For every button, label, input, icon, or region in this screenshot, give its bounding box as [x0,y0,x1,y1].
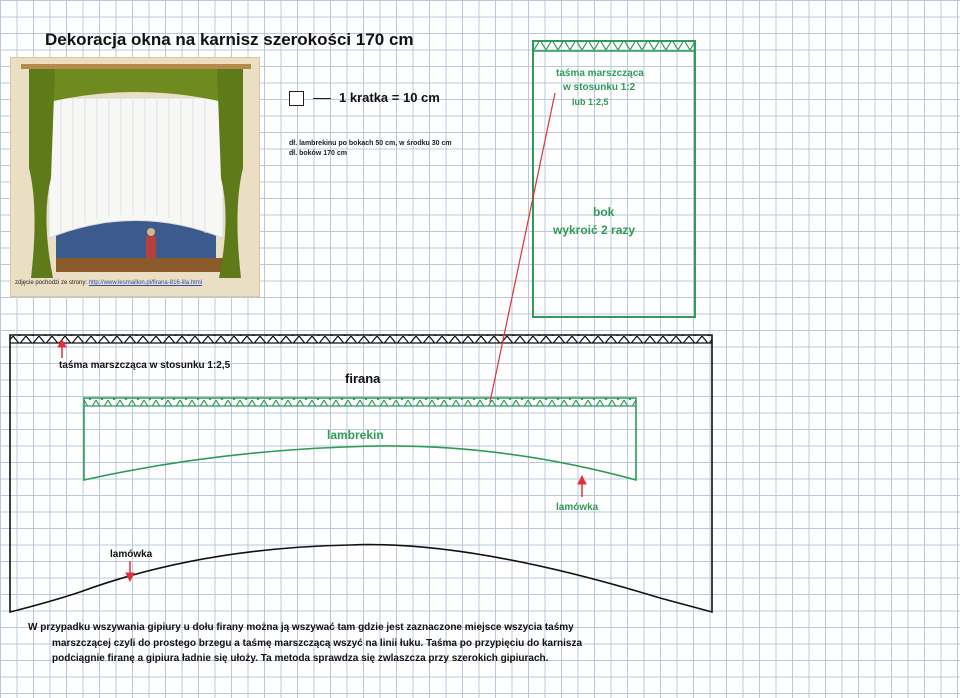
side-panel-cut-note: wykroić 2 razy [553,223,636,237]
legend-scale: 1 kratka = 10 cm [339,90,440,105]
side-tape-label: taśma marszcząca [556,68,644,79]
photo-caption: zdjęcie pochodzi ze strony: [15,280,88,286]
red-arrow-icon [126,561,134,581]
valance-tape [84,398,636,406]
main-tape-label: taśma marszcząca w stosunku 1:2,5 [59,360,231,371]
side-panel-tape [533,41,695,51]
page-title: Dekoracja okna na karnisz szerokości 170 cm [45,30,414,49]
side-panel-name: bok [593,205,615,219]
main-hem-label: lamówka [110,549,153,560]
connector-line [490,93,555,402]
valance-hem-label: lamówka [556,502,599,513]
valance-name: lambrekin [327,428,384,442]
photo-source-link[interactable]: http://www.lesmaillon.pl/firana-816-lila.html [88,280,203,286]
note-valance-length: dł. lambrekinu po bokach 50 cm, w środku 30 cm [289,140,452,147]
instructions-text [28,620,708,667]
side-tape-alt-ratio: lub 1:2,5 [572,97,609,107]
instructions-line: marszczącej czyli do prostego brzegu a taśmę marszczącą wszyć na linii łuku. Taśma po przypięciu do karnisza [52,637,583,649]
side-tape-ratio: w stosunku 1:2 [563,82,636,93]
instructions-line: podciągnie firanę a gipiura ładnie się ułoży. Ta metoda sprawdza się zwlaszcza przy szerokich gipiurach. [52,653,549,664]
red-arrow-icon [578,476,586,497]
instructions-line: W przypadku wszywania gipiury u dołu firany można ją wszywać tam gdzie jest zaznaczone miejsce wszycia taśmy [28,622,574,633]
note-side-length: dł. boków 170 cm [289,150,347,157]
main-curtain-tape [10,335,712,343]
main-curtain-name: firana [345,371,381,386]
